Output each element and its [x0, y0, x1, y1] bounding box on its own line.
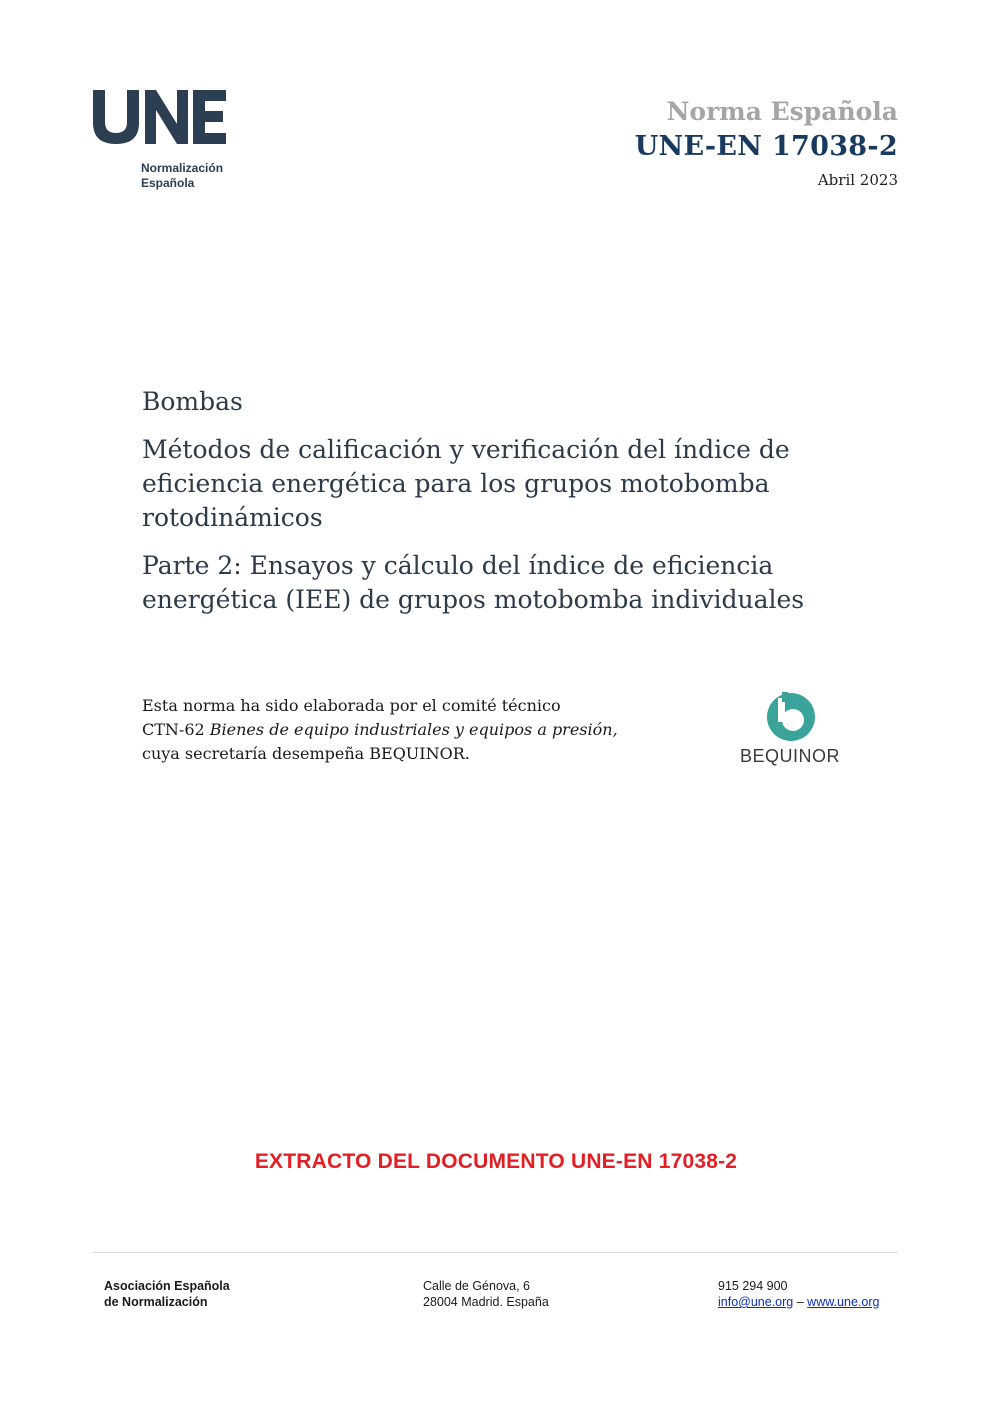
footer-org-line1: Asociación Española	[104, 1279, 230, 1293]
logo-subtitle	[141, 161, 223, 191]
committee-statement	[142, 694, 662, 766]
bequinor-logo	[736, 690, 846, 770]
footer-link-separator: –	[796, 1295, 804, 1309]
footer-links	[718, 1294, 879, 1310]
footer-email-link[interactable]: info@une.org	[718, 1295, 794, 1309]
footer-address-line1: Calle de Génova, 6	[423, 1279, 531, 1293]
committee-name: Bienes de equipo industriales y equipos a presión,	[209, 720, 618, 739]
committee-line2	[142, 718, 662, 742]
committee-code: CTN-62	[142, 720, 205, 739]
footer-divider	[93, 1252, 898, 1253]
title-main: Bombas	[142, 387, 243, 416]
footer-phone: 915 294 900	[718, 1279, 788, 1293]
logo-subtitle-line1: Normalización	[141, 161, 224, 175]
standard-date: Abril 2023	[817, 171, 898, 189]
une-logo-mark-icon	[93, 88, 233, 148]
extract-notice: EXTRACTO DEL DOCUMENTO UNE-EN 17038-2	[254, 1150, 738, 1173]
title-part: Parte 2: Ensayos y cálculo del índice de eficiencia energética (IEE) de grupos motobomba individuales	[142, 551, 805, 614]
footer-organization	[104, 1278, 230, 1310]
committee-line1: Esta norma ha sido elaborada por el comité técnico	[142, 696, 561, 715]
standard-label: Norma Española	[666, 97, 898, 126]
standard-code: UNE-EN 17038-2	[634, 131, 898, 162]
footer-contact	[718, 1278, 879, 1310]
footer-web-link[interactable]: www.une.org	[807, 1295, 880, 1309]
committee-line3: cuya secretaría desempeña BEQUINOR.	[142, 744, 470, 763]
bequinor-mark-icon	[736, 690, 846, 746]
document-titles	[142, 385, 862, 631]
une-logo	[93, 88, 233, 198]
footer-address-line2: 28004 Madrid. España	[423, 1295, 549, 1309]
bequinor-text: BEQUINOR	[740, 746, 841, 766]
standard-header	[635, 95, 898, 195]
logo-subtitle-line2: Española	[141, 176, 195, 190]
footer-address	[423, 1278, 549, 1310]
footer-org-line2: de Normalización	[104, 1295, 208, 1309]
title-complementary: Métodos de calificación y verificación del índice de eficiencia energética para los grupos motobomba rotodinámicos	[142, 435, 790, 532]
